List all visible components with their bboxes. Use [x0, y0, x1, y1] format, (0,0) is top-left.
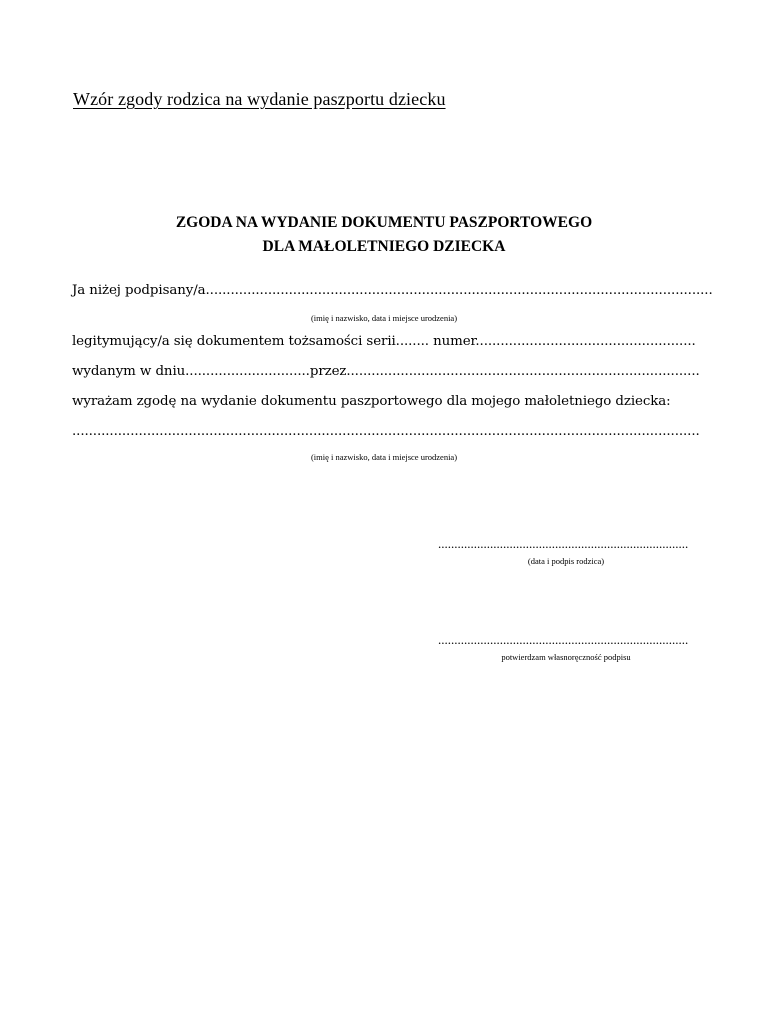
child-details-line: .......................................................................................................................................................	[72, 424, 700, 439]
child-details-note: (imię i nazwisko, data i miejsce urodzenia)	[310, 452, 458, 462]
confirmation-signature-line: .............................................................................	[438, 632, 689, 647]
confirmation-signature-label: potwierdzam własnoręczność podpisu	[501, 652, 631, 662]
parent-signature-line: .............................................................................	[438, 536, 689, 551]
form-title-line-2: DLA MAŁOLETNIEGO DZIECKA	[262, 238, 506, 255]
id-document-line: legitymujący/a się dokumentem tożsamości serii........ numer.....................................................	[72, 334, 696, 349]
signatory-line: Ja niżej podpisany/a..........................................................................................................................	[72, 283, 713, 298]
issued-line: wydanym w dniu..............................przez.....................................................................................	[72, 364, 700, 379]
signatory-note: (imię i nazwisko, data i miejsce urodzenia)	[310, 313, 458, 323]
consent-line: wyrażam zgodę na wydanie dokumentu paszportowego dla mojego małoletniego dziecka:	[72, 394, 671, 409]
parent-signature-label: (data i podpis rodzica)	[527, 556, 605, 566]
form-title-line-1: ZGODA NA WYDANIE DOKUMENTU PASZPORTOWEGO	[175, 214, 593, 231]
document-heading: Wzór zgody rodzica na wydanie paszportu dziecku	[73, 89, 446, 109]
